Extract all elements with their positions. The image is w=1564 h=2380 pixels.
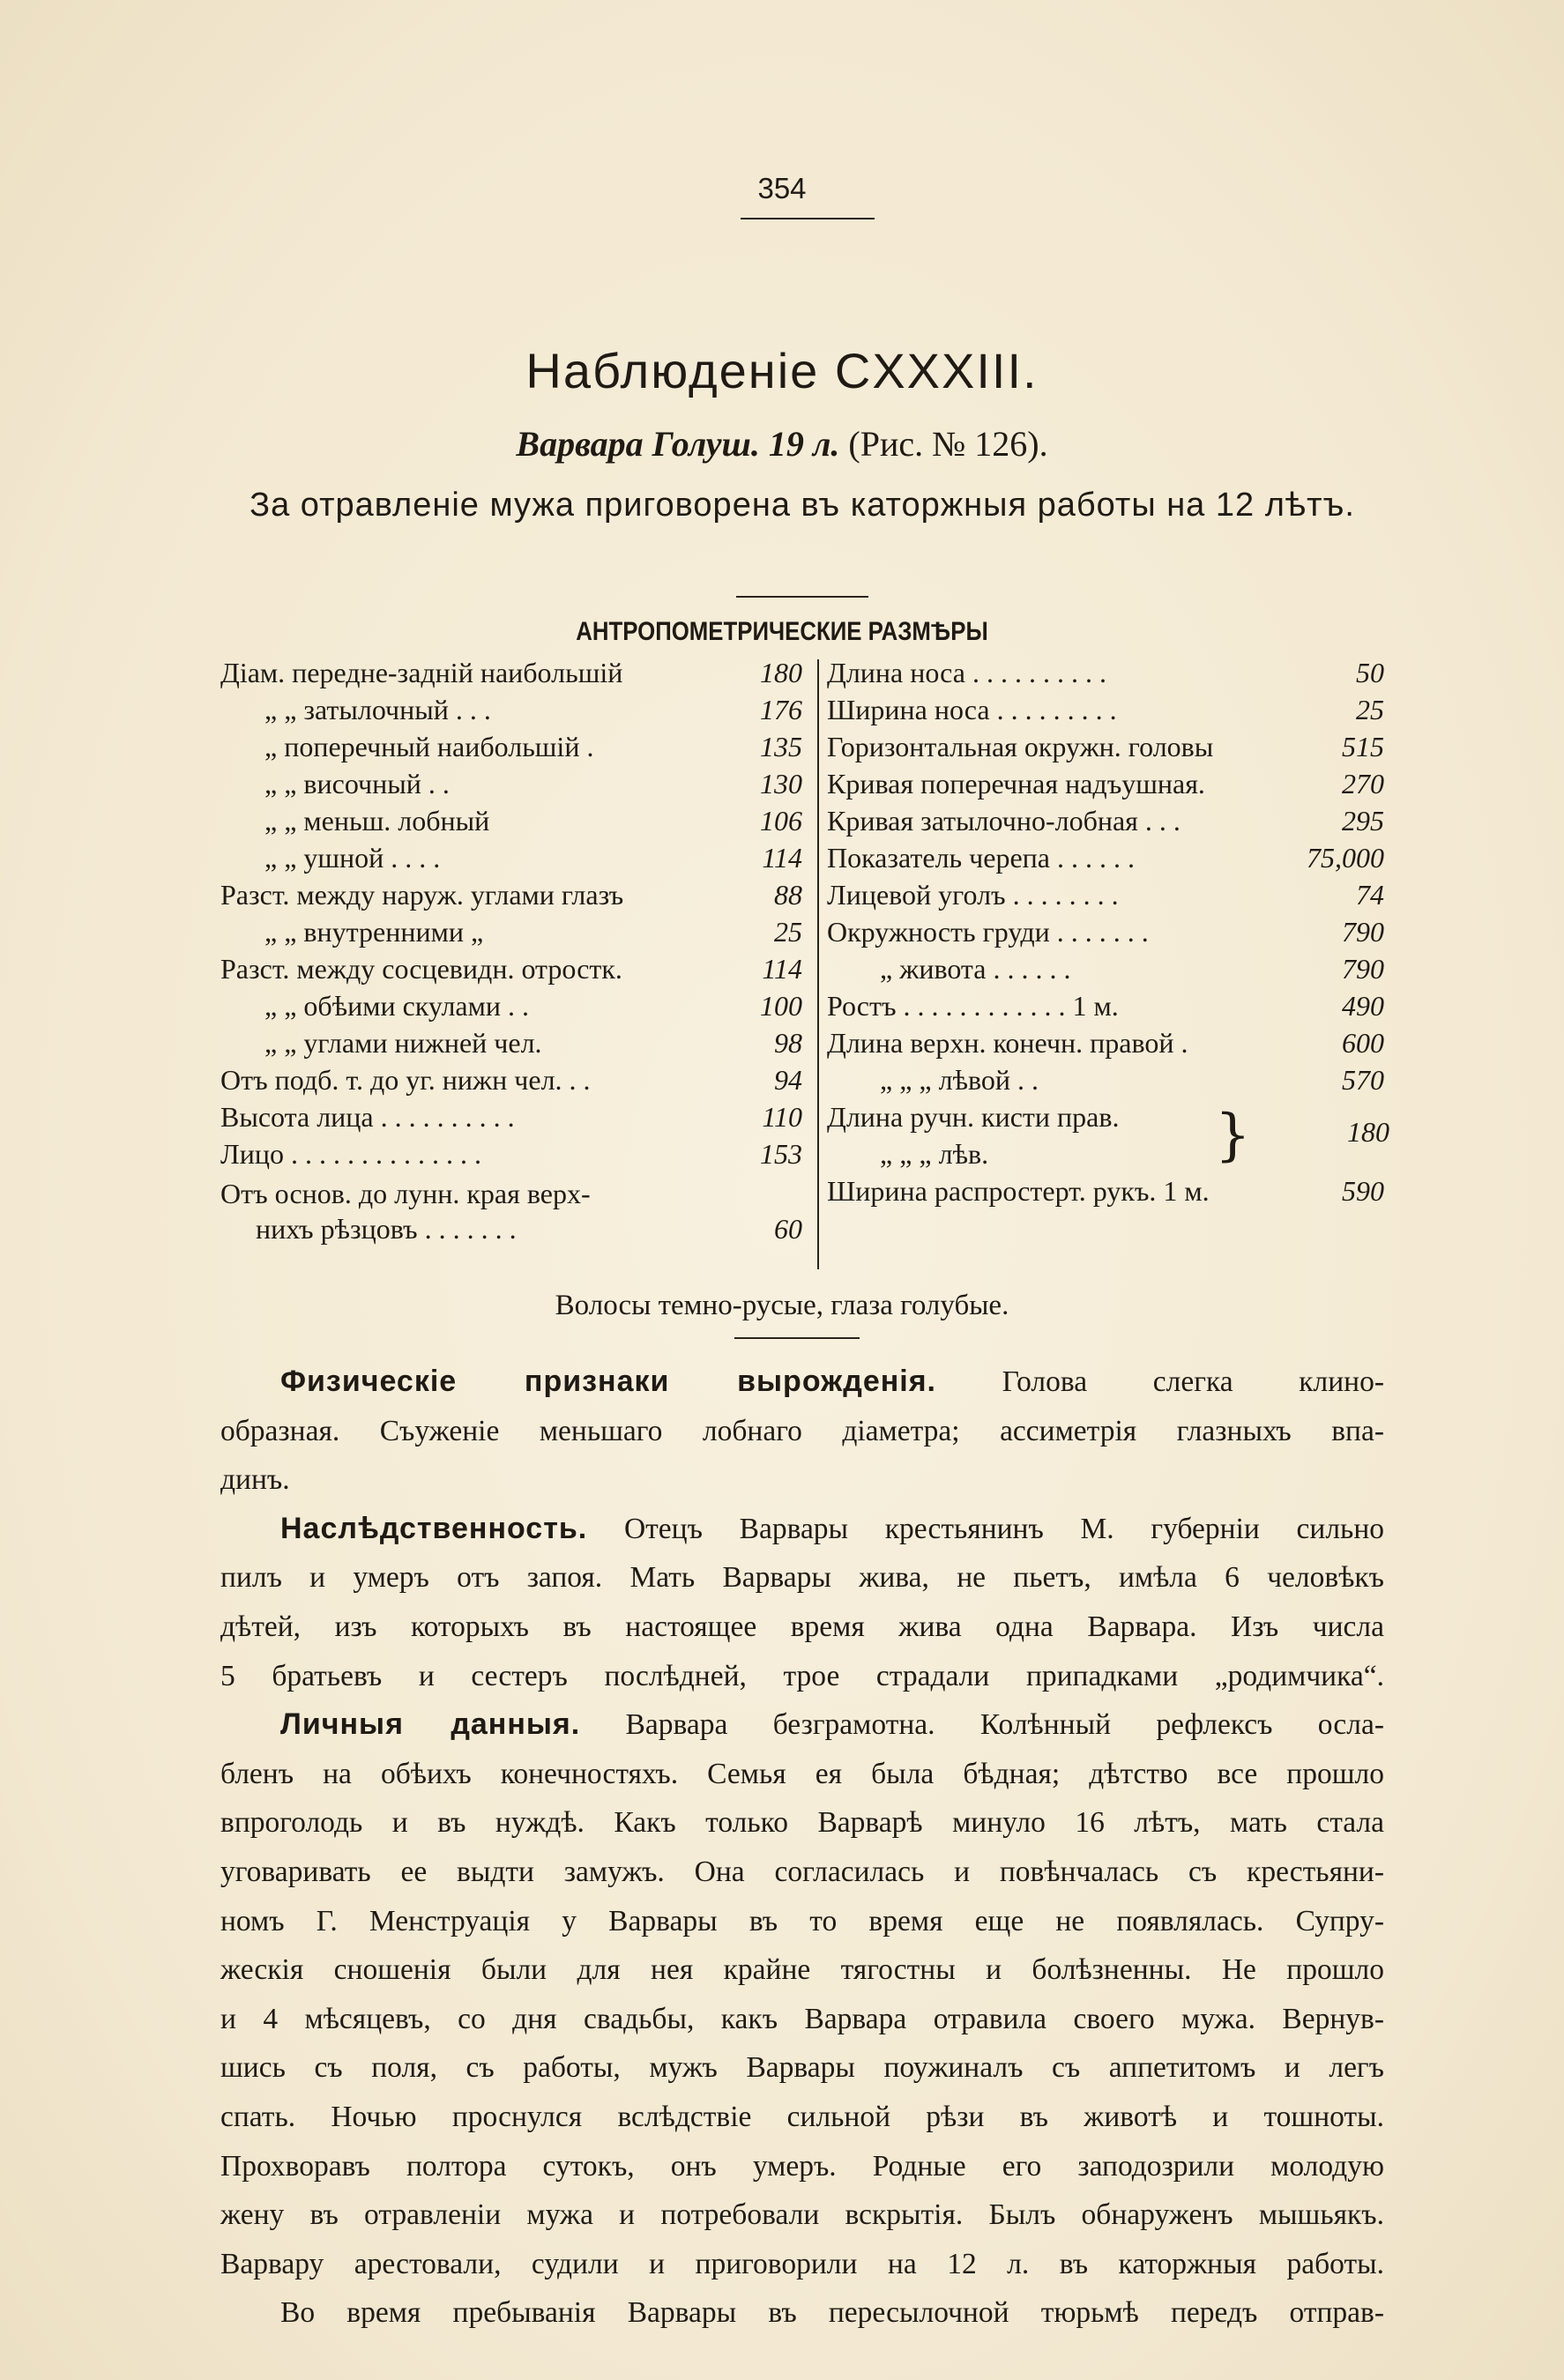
measurement-row	[827, 765, 1384, 802]
measurement-row	[220, 1135, 802, 1172]
measurement-row	[220, 765, 802, 802]
text-line: Варвару арестовали, судили и приговорили на 12 л. въ каторжныя работы.	[220, 2247, 1384, 2280]
measurement-label: Лицо . . . . . . . . . . . . . .	[220, 1138, 481, 1170]
measurements-header: АНТРОПОМЕТРИЧЕСКИЕ РАЗМѢРЫ	[576, 617, 988, 646]
measurement-value: 98	[774, 1027, 802, 1059]
measurement-value: 114	[762, 953, 802, 985]
measurement-label-line2: нихъ рѣзцовъ . . . . . . .	[256, 1213, 517, 1245]
measurement-value: 153	[760, 1138, 802, 1170]
measurement-label	[220, 1176, 760, 1246]
measurement-label: Окружность груди . . . . . . .	[827, 916, 1149, 948]
text-line	[220, 1700, 1384, 1750]
paragraph-heading: Физическіе признаки вырожденія.	[280, 1365, 937, 1398]
measurement-label: „ поперечный наибольшій .	[264, 731, 594, 762]
measurement-label: Разст. между сосцевидн. отростк.	[220, 953, 622, 985]
text-line: спать. Ночью проснулся вслѣдствіе сильной рѣзи въ животѣ и тошноты.	[220, 2100, 1384, 2133]
text-line: пилъ и умеръ отъ запоя. Мать Варвары жива, не пьетъ, имѣла 6 человѣкъ	[220, 1561, 1384, 1595]
text-line: Прохворавъ полтора сутокъ, онъ умеръ. Родные его заподозрили молодую	[220, 2149, 1384, 2183]
text-line: бленъ на обѣихъ конечностяхъ. Семья ея была бѣдная; дѣтство все прошло	[220, 1757, 1384, 1790]
text-line: впроголодь и въ нуждѣ. Какъ только Варварѣ минуло 16 лѣтъ, мать стала	[220, 1806, 1384, 1840]
text-line: уговаривать ее выдти замужъ. Она согласилась и повѣнчалась съ крестьяни-	[220, 1855, 1384, 1888]
text-line: 5 братьевъ и сестеръ послѣдней, трое страдали припадками „родимчика“.	[220, 1659, 1384, 1692]
measurement-row	[827, 654, 1384, 691]
measurement-label-line1: Отъ основ. до лунн. края верх-	[220, 1178, 591, 1209]
measurement-value: 130	[760, 768, 802, 800]
measurement-row	[220, 728, 802, 765]
measurement-row	[827, 1024, 1384, 1061]
measurement-value: 515	[1342, 731, 1384, 762]
measurement-label: „ „ височный . .	[264, 768, 450, 800]
measurement-value: 180	[1347, 1116, 1389, 1148]
paragraph-personal-data	[220, 1700, 1384, 2288]
measurements-right-column	[827, 654, 1389, 1209]
measurement-row	[220, 913, 802, 950]
brace-symbol: }	[1215, 1103, 1251, 1168]
text-line: дѣтей, изъ которыхъ въ настоящее время жива одна Варвара. Изъ числа	[220, 1610, 1384, 1643]
paragraph-heading: Наслѣдственность.	[280, 1511, 588, 1545]
measurement-value: 790	[1342, 953, 1384, 985]
measurement-label: „ „ „ лѣв.	[880, 1138, 989, 1170]
measurement-row	[827, 691, 1384, 728]
measurement-value: 106	[760, 805, 802, 837]
measurement-row	[827, 987, 1384, 1024]
measurement-label: Отъ подб. т. до уг. нижн чел. . .	[220, 1064, 591, 1096]
measurement-value: 94	[774, 1064, 802, 1096]
text-line	[220, 1357, 1384, 1407]
measurement-row	[827, 1061, 1384, 1098]
measurement-row	[220, 1024, 802, 1061]
measurement-label: „ „ затылочный . . .	[264, 694, 491, 725]
sentence-text: За отравленіе мужа приговорена въ каторжныя работы на 12 лѣтъ.	[249, 487, 1355, 524]
text-span: Отецъ Варвары крестьянинъ М. губерніи сильно	[623, 1512, 1385, 1545]
measurement-row	[827, 1135, 1384, 1172]
measurement-value: 135	[760, 731, 802, 762]
text-line: шись съ поля, съ работы, мужъ Варвары поужиналъ съ аппетитомъ и легъ	[220, 2051, 1384, 2085]
measurement-row	[220, 1172, 802, 1246]
measurement-row	[827, 1098, 1384, 1135]
measurement-label: Ростъ . . . . . . . . . . . . 1 м.	[827, 990, 1119, 1022]
measurement-value: 570	[1342, 1064, 1384, 1096]
measurement-value: 295	[1342, 805, 1384, 837]
measurement-value: 490	[1342, 990, 1384, 1022]
measurement-label: Діам. передне-задній наибольшій	[220, 657, 623, 688]
hair-eyes-note: Волосы темно-русые, глаза голубые.	[555, 1290, 1009, 1321]
measurement-label: „ „ ушной . . . .	[264, 842, 441, 874]
measurement-row	[827, 728, 1384, 765]
text-span: Голова слегка клино-	[1002, 1365, 1385, 1398]
measurement-value: 176	[760, 694, 802, 725]
measurement-value: 74	[1356, 879, 1384, 911]
paragraph-continuation	[220, 2288, 1384, 2338]
body-text	[220, 1357, 1384, 2338]
subject-line	[0, 423, 1564, 465]
measurement-label: Горизонтальная окружн. головы	[827, 731, 1214, 762]
measurement-value: 114	[762, 842, 802, 874]
measurement-label: „ „ внутренними „	[264, 916, 484, 948]
text-span: Варвара безграмотна. Колѣнный рефлексъ осла-	[625, 1708, 1384, 1742]
measurement-value: 790	[1342, 916, 1384, 948]
page-number: 354	[757, 172, 807, 205]
measurement-row	[220, 1098, 802, 1135]
measurement-row	[220, 839, 802, 876]
measurement-label: Лицевой уголъ . . . . . . . .	[827, 879, 1119, 911]
measurement-value: 75,000	[1307, 842, 1384, 874]
measurements-left-column	[220, 654, 802, 1246]
measurement-value: 25	[1356, 694, 1384, 725]
measurement-value: 60	[774, 1213, 802, 1245]
measurement-label: „ „ углами нижней чел.	[264, 1027, 542, 1059]
text-line: жену въ отравленіи мужа и потребовали вскрытія. Былъ обнаруженъ мышьякъ.	[220, 2198, 1384, 2232]
measurement-row	[220, 1061, 802, 1098]
measurement-label: Длина ручн. кисти прав.	[827, 1101, 1120, 1133]
measurement-row	[827, 1172, 1384, 1209]
measurement-row	[827, 950, 1384, 987]
section-rule	[736, 596, 868, 598]
measurement-value: 600	[1342, 1027, 1384, 1059]
measurement-value: 270	[1342, 768, 1384, 800]
measurement-row	[827, 876, 1384, 913]
measurement-row	[220, 876, 802, 913]
measurement-row	[827, 913, 1384, 950]
text-line: образная. Съуженіе меньшаго лобнаго діаметра; ассиметрія глазныхъ впа-	[220, 1414, 1384, 1447]
measurement-value: 25	[774, 916, 802, 948]
measurement-label: Ширина распростерт. рукъ. 1 м.	[827, 1175, 1210, 1207]
measurement-label: „ „ обѣими скулами . .	[264, 990, 529, 1022]
measurement-value: 88	[774, 879, 802, 911]
measurement-label: Показатель черепа . . . . . .	[827, 842, 1135, 874]
measurement-label: Кривая затылочно-лобная . . .	[827, 805, 1180, 837]
text-line: динъ.	[220, 1463, 290, 1497]
measurement-label: Разст. между наруж. углами глазъ	[220, 879, 624, 911]
text-line	[220, 1505, 1384, 1554]
paragraph-heredity	[220, 1505, 1384, 1700]
measurement-row	[220, 691, 802, 728]
text-line: и 4 мѣсяцевъ, со дня свадьбы, какъ Варвара отравила своего мужа. Вернув-	[220, 2002, 1384, 2035]
measurement-label: Длина верхн. конечн. правой .	[827, 1027, 1188, 1059]
hand-length-group	[827, 1098, 1389, 1172]
measurement-row	[220, 987, 802, 1024]
section-rule	[734, 1337, 860, 1339]
measurement-row	[220, 654, 802, 691]
figure-reference: (Рис. № 126).	[848, 424, 1048, 464]
measurement-value: 110	[762, 1101, 802, 1133]
subject-name-age: Варвара Голуш. 19 л.	[516, 424, 840, 464]
measurement-row	[220, 802, 802, 839]
measurement-label: Ширина носа . . . . . . . . .	[827, 694, 1117, 725]
column-divider	[817, 659, 819, 1269]
measurement-label: „ живота . . . . . .	[880, 953, 1071, 985]
measurement-row	[827, 802, 1384, 839]
measurement-label: „ „ „ лѣвой . .	[880, 1064, 1039, 1096]
text-line: жескія сношенія были для нея крайне тягостны и болѣзненны. Не прошло	[220, 1953, 1384, 1987]
paragraph-physical-signs	[220, 1357, 1384, 1505]
text-line: номъ Г. Менструація у Варвары въ то время еще не появлялась. Супру-	[220, 1904, 1384, 1937]
page-number-rule	[741, 218, 875, 219]
measurement-label: Высота лица . . . . . . . . . .	[220, 1101, 515, 1133]
measurement-label: Длина носа . . . . . . . . . .	[827, 657, 1106, 688]
measurement-value: 50	[1356, 657, 1384, 688]
measurement-value: 180	[760, 657, 802, 688]
observation-title: Наблюденіе CXXXIII.	[525, 343, 1039, 398]
paragraph-heading: Личныя данныя.	[280, 1707, 581, 1742]
measurement-label: „ „ меньш. лобный	[264, 805, 490, 837]
measurement-row	[827, 839, 1384, 876]
measurement-label: Кривая поперечная надъушная.	[827, 768, 1205, 800]
text-line: Во время пребыванія Варвары въ пересылочной тюрьмѣ передъ отправ-	[280, 2296, 1384, 2330]
measurement-value: 590	[1342, 1175, 1384, 1207]
measurement-value: 100	[760, 990, 802, 1022]
measurement-row	[220, 950, 802, 987]
